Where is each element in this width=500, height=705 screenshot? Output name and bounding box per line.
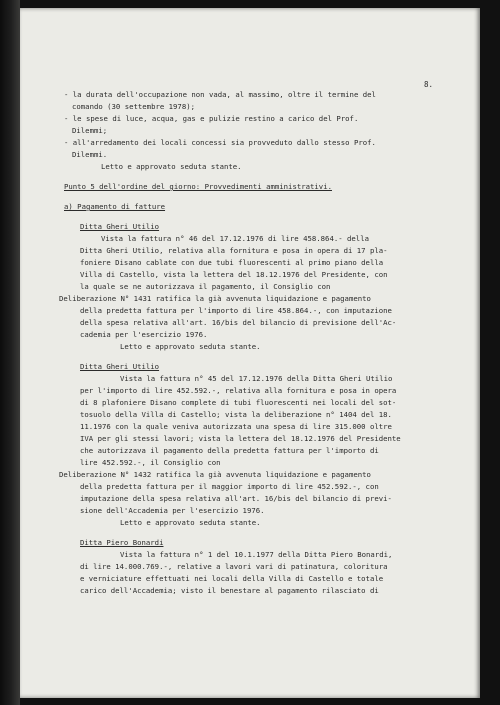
text-line: foniere Disano cablate con due tubi fluorescenti al primo piano della [80,258,384,267]
text-line: Vista la fattura n° 1 del 10.1.1977 della Ditta Piero Bonardi, [120,550,393,559]
text-line: imputazione della spesa relativa all'art. 16/bis del bilancio di previ- [80,494,392,503]
page-number: 8. [424,80,434,89]
text-line: Letto e approvato seduta stante. [120,518,261,527]
binder-spine [0,0,20,705]
text-line: e verniciature effettuati nei locali della Villa di Castello e totale [80,574,384,583]
text-line: della spesa relativa all'art. 16/bis del bilancio di previsione dell'Ac- [80,318,397,327]
text-line: lire 452.592.-, il Consiglio con [80,458,221,467]
text-line: Letto e approvato seduta stante. [101,162,242,171]
document-page [20,8,480,698]
text-line: 11.1976 con la quale veniva autorizzata una spesa di lire 315.000 oltre [80,422,392,431]
text-line: - le spese di luce, acqua, gas e pulizie restino a carico del Prof. [64,114,359,123]
text-line: di lire 14.000.769.-, relative a lavori vari di patinatura, coloritura [80,562,388,571]
text-line: della predetta fattura per l'importo di lire 458.864.-, con imputazione [80,306,392,315]
text-line: per l'importo di lire 452.592.-, relativa alla fornitura e posa in opera [80,386,397,395]
text-line: Vista la fattura n° 45 del 17.12.1976 della Ditta Gheri Utilio [120,374,393,383]
section-heading: Punto 5 dell'ordine del giorno: Provvedimenti amministrativi. [64,182,332,191]
text-line: - la durata dell'occupazione non vada, al massimo, oltre il termine del [64,90,376,99]
text-line: la quale se ne autorizzava il pagamento, il Consiglio con [80,282,331,291]
text-line: tosuolo della Villa di Castello; vista la deliberazione n° 1404 del 18. [80,410,392,419]
section-heading: Ditta Gheri Utilio [80,362,160,371]
text-line: di 8 plafoniere Disano complete di tubi fluorescenti nei locali del sot- [80,398,397,407]
text-line: Villa di Castello, vista la lettera del 18.12.1976 del Presidente, con [80,270,388,279]
text-line: - all'arredamento dei locali concessi sia provveduto dallo stesso Prof. [64,138,376,147]
text-line: Vista la fattura n° 46 del 17.12.1976 di lire 458.864.- della [101,234,369,243]
text-line: IVA per gli stessi lavori; vista la lettera del 18.12.1976 del Presidente [80,434,401,443]
text-line: Dilemmi; [72,126,108,135]
text-line: Letto e approvato seduta stante. [120,342,261,351]
text-line: Deliberazione N° 1431 ratifica la già avvenuta liquidazione e pagamento [59,294,371,303]
text-line: Dilemmi. [72,150,108,159]
text-line: cademia per l'esercizio 1976. [80,330,208,339]
text-line: carico dell'Accademia; visto il benestare al pagamento rilasciato di [80,586,379,595]
section-heading: Ditta Piero Bonardi [80,538,164,547]
text-line: comando (30 settembre 1978); [72,102,196,111]
section-heading: a) Pagamento di fatture [64,202,166,211]
text-line: Deliberazione N° 1432 ratifica la già avvenuta liquidazione e pagamento [59,470,371,479]
text-line: Ditta Gheri Utilio, relativa alla fornitura e posa in opera di 17 pla- [80,246,388,255]
text-line: sione dell'Accademia per l'esercizio 1976. [80,506,265,515]
section-heading: Ditta Gheri Utilio [80,222,160,231]
text-line: della predetta fattura per il maggior importo di lire 452.592.-, con [80,482,379,491]
text-line: che autorizzava il pagamento della predetta fattura per l'importo di [80,446,379,455]
